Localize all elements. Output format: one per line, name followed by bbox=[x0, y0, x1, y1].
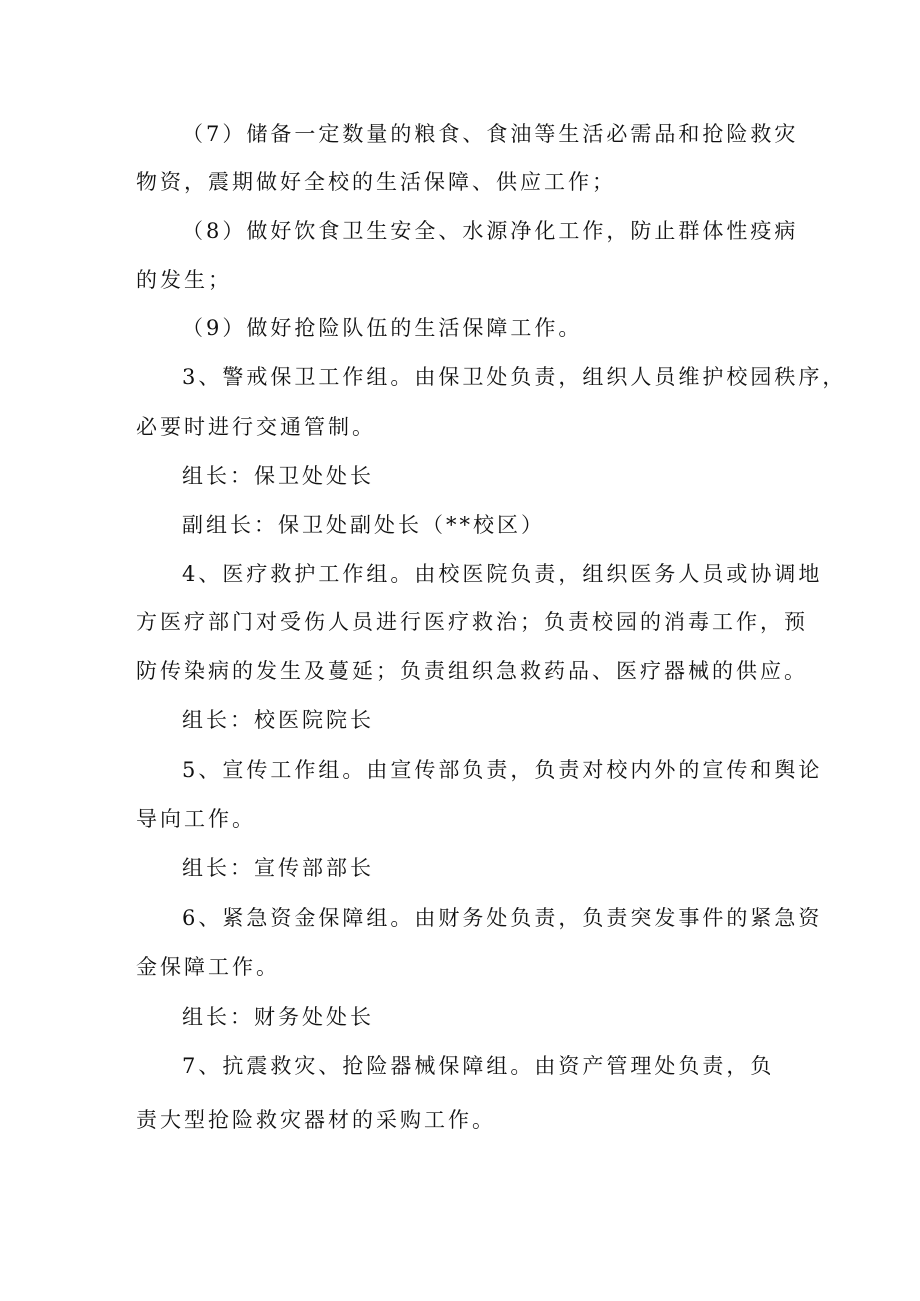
paragraph-9-line-1: （9）做好抢险队伍的生活保障工作。 bbox=[182, 316, 583, 340]
section-5-line-1: 5、宣传工作组。由宣传部负责，负责对校内外的宣传和舆论 bbox=[182, 758, 823, 782]
section-3-line-1: 3、警戒保卫工作组。由保卫处负责，组织人员维护校园秩序， bbox=[182, 365, 847, 389]
section-4-line-3: 防传染病的发生及蔓延；负责组织急救药品、医疗器械的供应。 bbox=[136, 659, 808, 683]
section-6-line-1: 6、紧急资金保障组。由财务处负责，负责突发事件的紧急资 bbox=[182, 906, 823, 930]
section-4-line-1: 4、医疗救护工作组。由校医院负责，组织医务人员或协调地 bbox=[182, 562, 823, 586]
section-7-line-1: 7、抗震救灾、抢险器械保障组。由资产管理处负责，负 bbox=[182, 1054, 775, 1078]
section-3-line-2: 必要时进行交通管制。 bbox=[136, 415, 376, 439]
paragraph-7-line-1: （7）储备一定数量的粮食、食油等生活必需品和抢险救灾 bbox=[182, 122, 799, 146]
section-7-line-2: 责大型抢险救灾器材的采购工作。 bbox=[136, 1108, 496, 1132]
paragraph-7-line-2: 物资，震期做好全校的生活保障、供应工作； bbox=[136, 170, 616, 194]
section-4-leader: 组长：校医院院长 bbox=[182, 708, 374, 732]
section-3-leader: 组长：保卫处处长 bbox=[182, 464, 374, 488]
section-3-deputy-leader: 副组长：保卫处副处长（**校区） bbox=[182, 513, 545, 537]
section-6-line-2: 金保障工作。 bbox=[136, 955, 280, 979]
section-6-leader: 组长：财务处处长 bbox=[182, 1005, 374, 1029]
paragraph-8-line-1: （8）做好饮食卫生安全、水源净化工作，防止群体性疫病 bbox=[182, 219, 799, 243]
paragraph-8-line-2: 的发生； bbox=[136, 268, 232, 292]
section-5-line-2: 导向工作。 bbox=[136, 807, 256, 831]
section-4-line-2: 方医疗部门对受伤人员进行医疗救治；负责校园的消毒工作，预 bbox=[136, 610, 808, 634]
section-5-leader: 组长：宣传部部长 bbox=[182, 856, 374, 880]
